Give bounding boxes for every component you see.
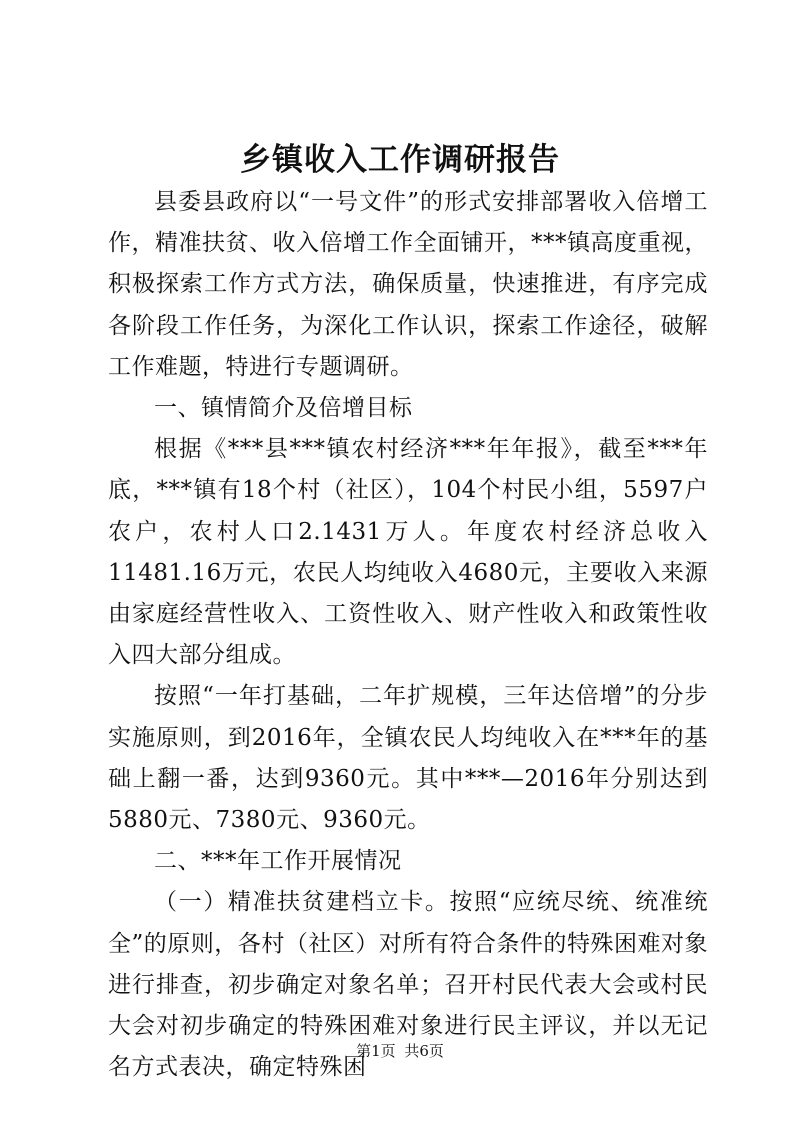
paragraph-poverty-registration: （一）精准扶贫建档立卡。按照“应统尽统、统准统全”的原则，各村（社区）对所有符合条件的特殊困难对象进行排查，初步确定对象名单；召开村民代表大会或村民大会对初步确定的特殊困难对象进行民主评议，并以无记名方式表决，确定特殊困 (108, 889, 708, 1081)
page-number-total: 共6页 (404, 1042, 444, 1060)
section-heading-1: 一、镇情简介及倍增目标 (154, 395, 413, 422)
document-title: 乡镇收入工作调研报告 (240, 142, 560, 178)
section-heading-2: 二、***年工作开展情况 (154, 848, 402, 875)
page-footer (0, 1041, 800, 1061)
document-body (108, 182, 708, 1088)
paragraph-income-target: 按照“一年打基础，二年扩规模，三年达倍增”的分步实施原则，到2016年，全镇农民人均纯收入在***年的基础上翻一番，达到9360元。其中***—2016年分别达到5880元、7380元、9360元。 (108, 683, 708, 834)
paragraph-town-overview: 根据《***县***镇农村经济***年年报》，截至***年底，***镇有18个村（社区），104个村民小组，5597户农户，农村人口2.1431万人。年度农村经济总收入11481.16万元，农民人均纯收入4680元，主要收入来源由家庭经营性收入、工资性收入、财产性收入和政策性收入四大部分组成。 (108, 436, 708, 669)
page-number-current: 第1页 (356, 1042, 396, 1060)
paragraph-intro: 县委县政府以“一号文件”的形式安排部署收入倍增工作，精准扶贫、收入倍增工作全面铺开，***镇高度重视，积极探索工作方式方法，确保质量，快速推进，有序完成各阶段工作任务，为深化工作认识，探索工作途径，破解工作难题，特进行专题调研。 (108, 189, 708, 380)
